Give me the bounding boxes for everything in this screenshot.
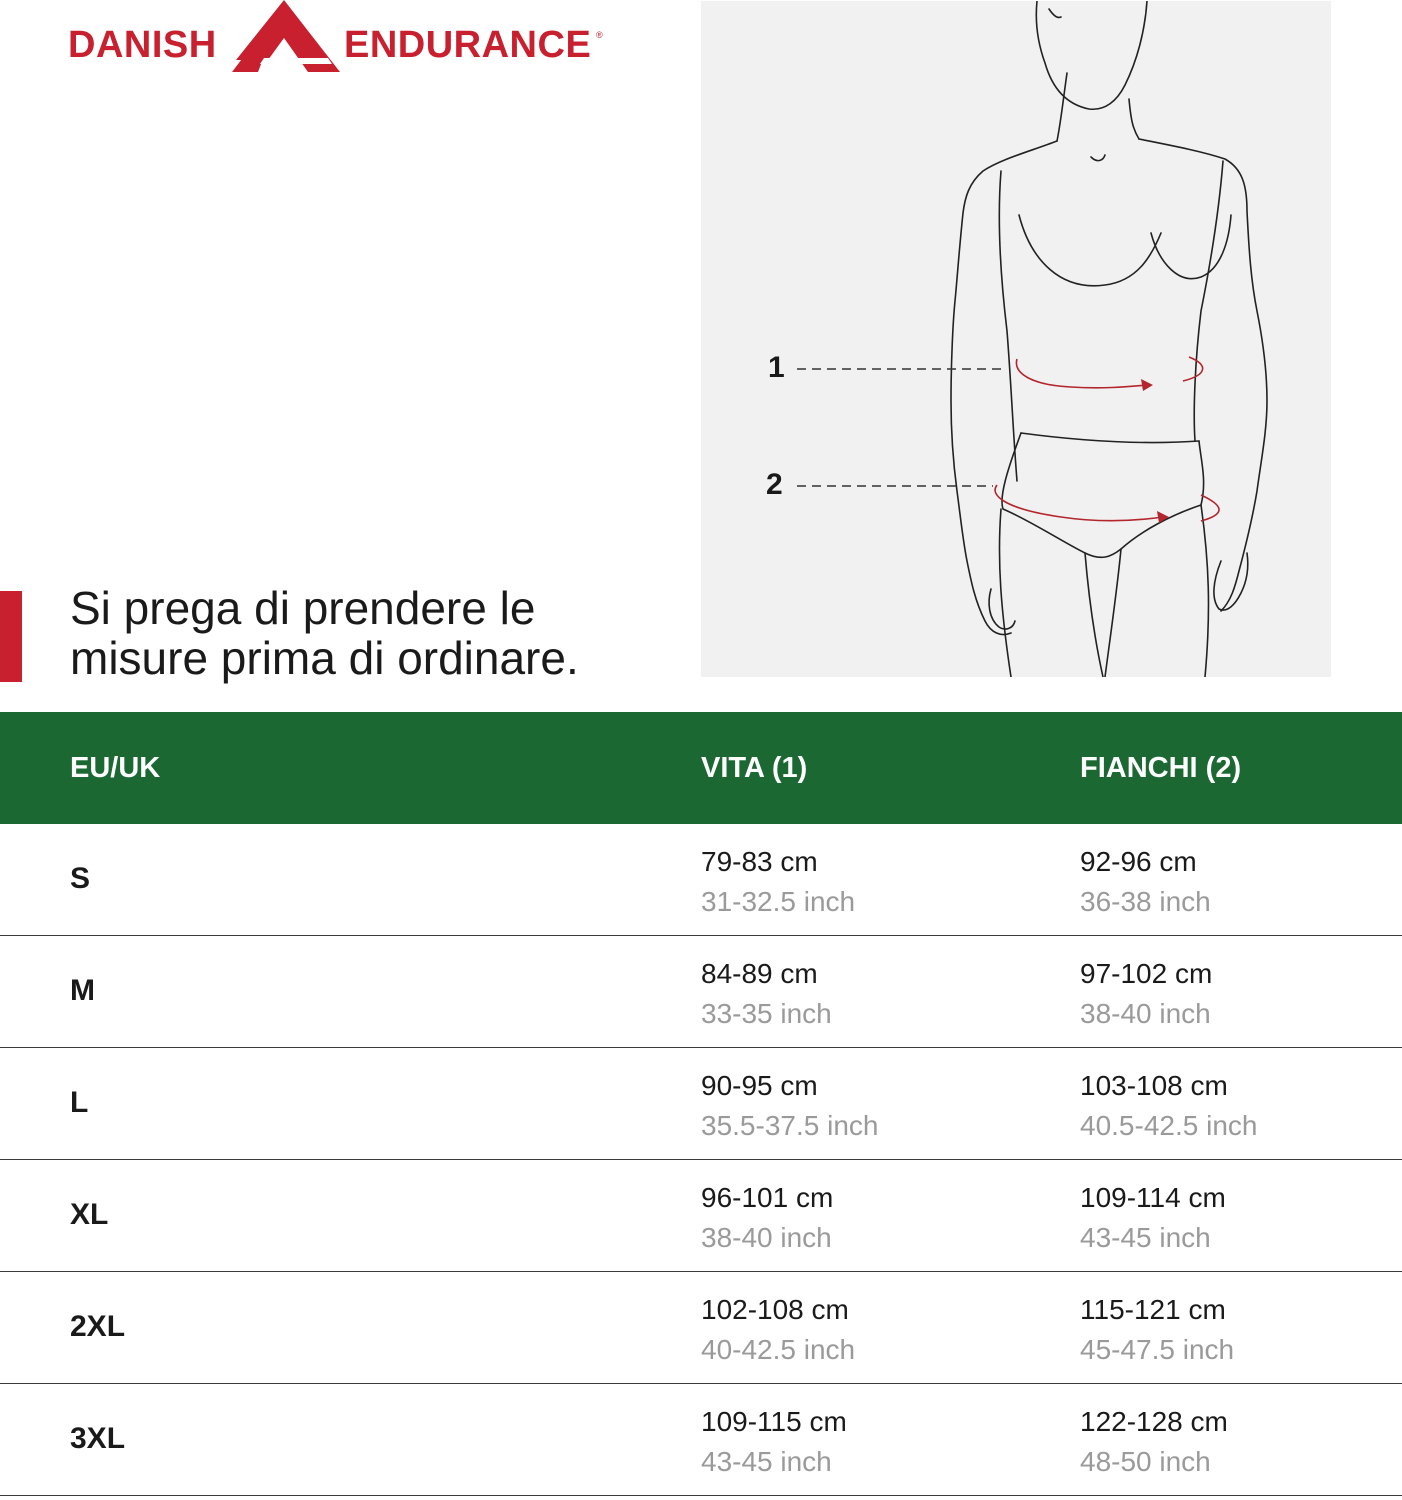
waist-cm: 109-115 cm [701, 1406, 847, 1437]
hips-cell [1080, 1404, 1228, 1484]
hips-inch: 43-45 inch [1080, 1222, 1211, 1253]
headline-line-1: Si prega di prendere le [70, 582, 536, 634]
waist-inch: 38-40 inch [701, 1222, 832, 1253]
table-row [0, 936, 1402, 1048]
headline-line-2: misure prima di ordinare. [70, 632, 579, 684]
hips-cell [1080, 1180, 1226, 1260]
hips-inch: 45-47.5 inch [1080, 1334, 1235, 1365]
size-label: 3XL [70, 1422, 126, 1455]
waist-cell [701, 1404, 847, 1484]
waist-cell [701, 1292, 855, 1372]
hips-cell [1080, 844, 1211, 924]
waist-cm: 84-89 cm [701, 958, 818, 989]
waist-cm: 102-108 cm [701, 1294, 849, 1325]
hips-cm: 103-108 cm [1080, 1070, 1228, 1101]
hips-cm: 109-114 cm [1080, 1182, 1226, 1213]
waist-cm: 79-83 cm [701, 846, 818, 877]
waist-inch: 33-35 inch [701, 998, 832, 1029]
hips-cm: 92-96 cm [1080, 846, 1197, 877]
size-label: XL [70, 1198, 109, 1231]
hips-inch: 38-40 inch [1080, 998, 1211, 1029]
table-row [0, 1048, 1402, 1160]
waist-cell [701, 1180, 833, 1260]
hips-cm: 115-121 cm [1080, 1294, 1226, 1325]
header-waist: VITA (1) [701, 752, 808, 784]
waist-marker-label: 1 [768, 351, 785, 384]
waist-inch: 31-32.5 inch [701, 886, 856, 917]
hips-cell [1080, 956, 1212, 1036]
size-label: M [70, 974, 95, 1007]
table-header [0, 712, 1402, 824]
waist-cm: 90-95 cm [701, 1070, 818, 1101]
registered-mark: ® [596, 30, 603, 40]
waist-cm: 96-101 cm [701, 1182, 834, 1213]
hips-cm: 97-102 cm [1080, 958, 1213, 989]
waist-inch: 43-45 inch [701, 1446, 832, 1477]
page-headline [70, 583, 670, 683]
hips-inch: 48-50 inch [1080, 1446, 1211, 1477]
header-size: EU/UK [70, 752, 161, 784]
accent-bar [0, 591, 22, 682]
hips-cell [1080, 1068, 1257, 1148]
header-hips: FIANCHI (2) [1080, 752, 1242, 784]
waist-inch: 35.5-37.5 inch [701, 1110, 879, 1141]
waist-cell [701, 844, 855, 924]
waist-inch: 40-42.5 inch [701, 1334, 856, 1365]
table-row [0, 1272, 1402, 1384]
hips-inch: 40.5-42.5 inch [1080, 1110, 1258, 1141]
body-outline-illustration [701, 1, 1331, 677]
hips-cm: 122-128 cm [1080, 1406, 1228, 1437]
hips-marker-label: 2 [766, 468, 783, 501]
hips-inch: 36-38 inch [1080, 886, 1211, 917]
table-row [0, 1384, 1402, 1496]
brand-logo [68, 0, 608, 78]
brand-name-left: DANISH [68, 24, 217, 66]
size-label: L [70, 1086, 89, 1119]
size-table [0, 712, 1402, 1496]
measurement-figure [701, 1, 1331, 677]
size-label: 2XL [70, 1310, 126, 1343]
hips-cell [1080, 1292, 1234, 1372]
table-row [0, 824, 1402, 936]
brand-name-right: ENDURANCE [344, 24, 592, 66]
table-row [0, 1160, 1402, 1272]
logo-mountain-icon [228, 0, 340, 74]
waist-cell [701, 956, 832, 1036]
size-label: S [70, 862, 91, 895]
waist-cell [701, 1068, 878, 1148]
